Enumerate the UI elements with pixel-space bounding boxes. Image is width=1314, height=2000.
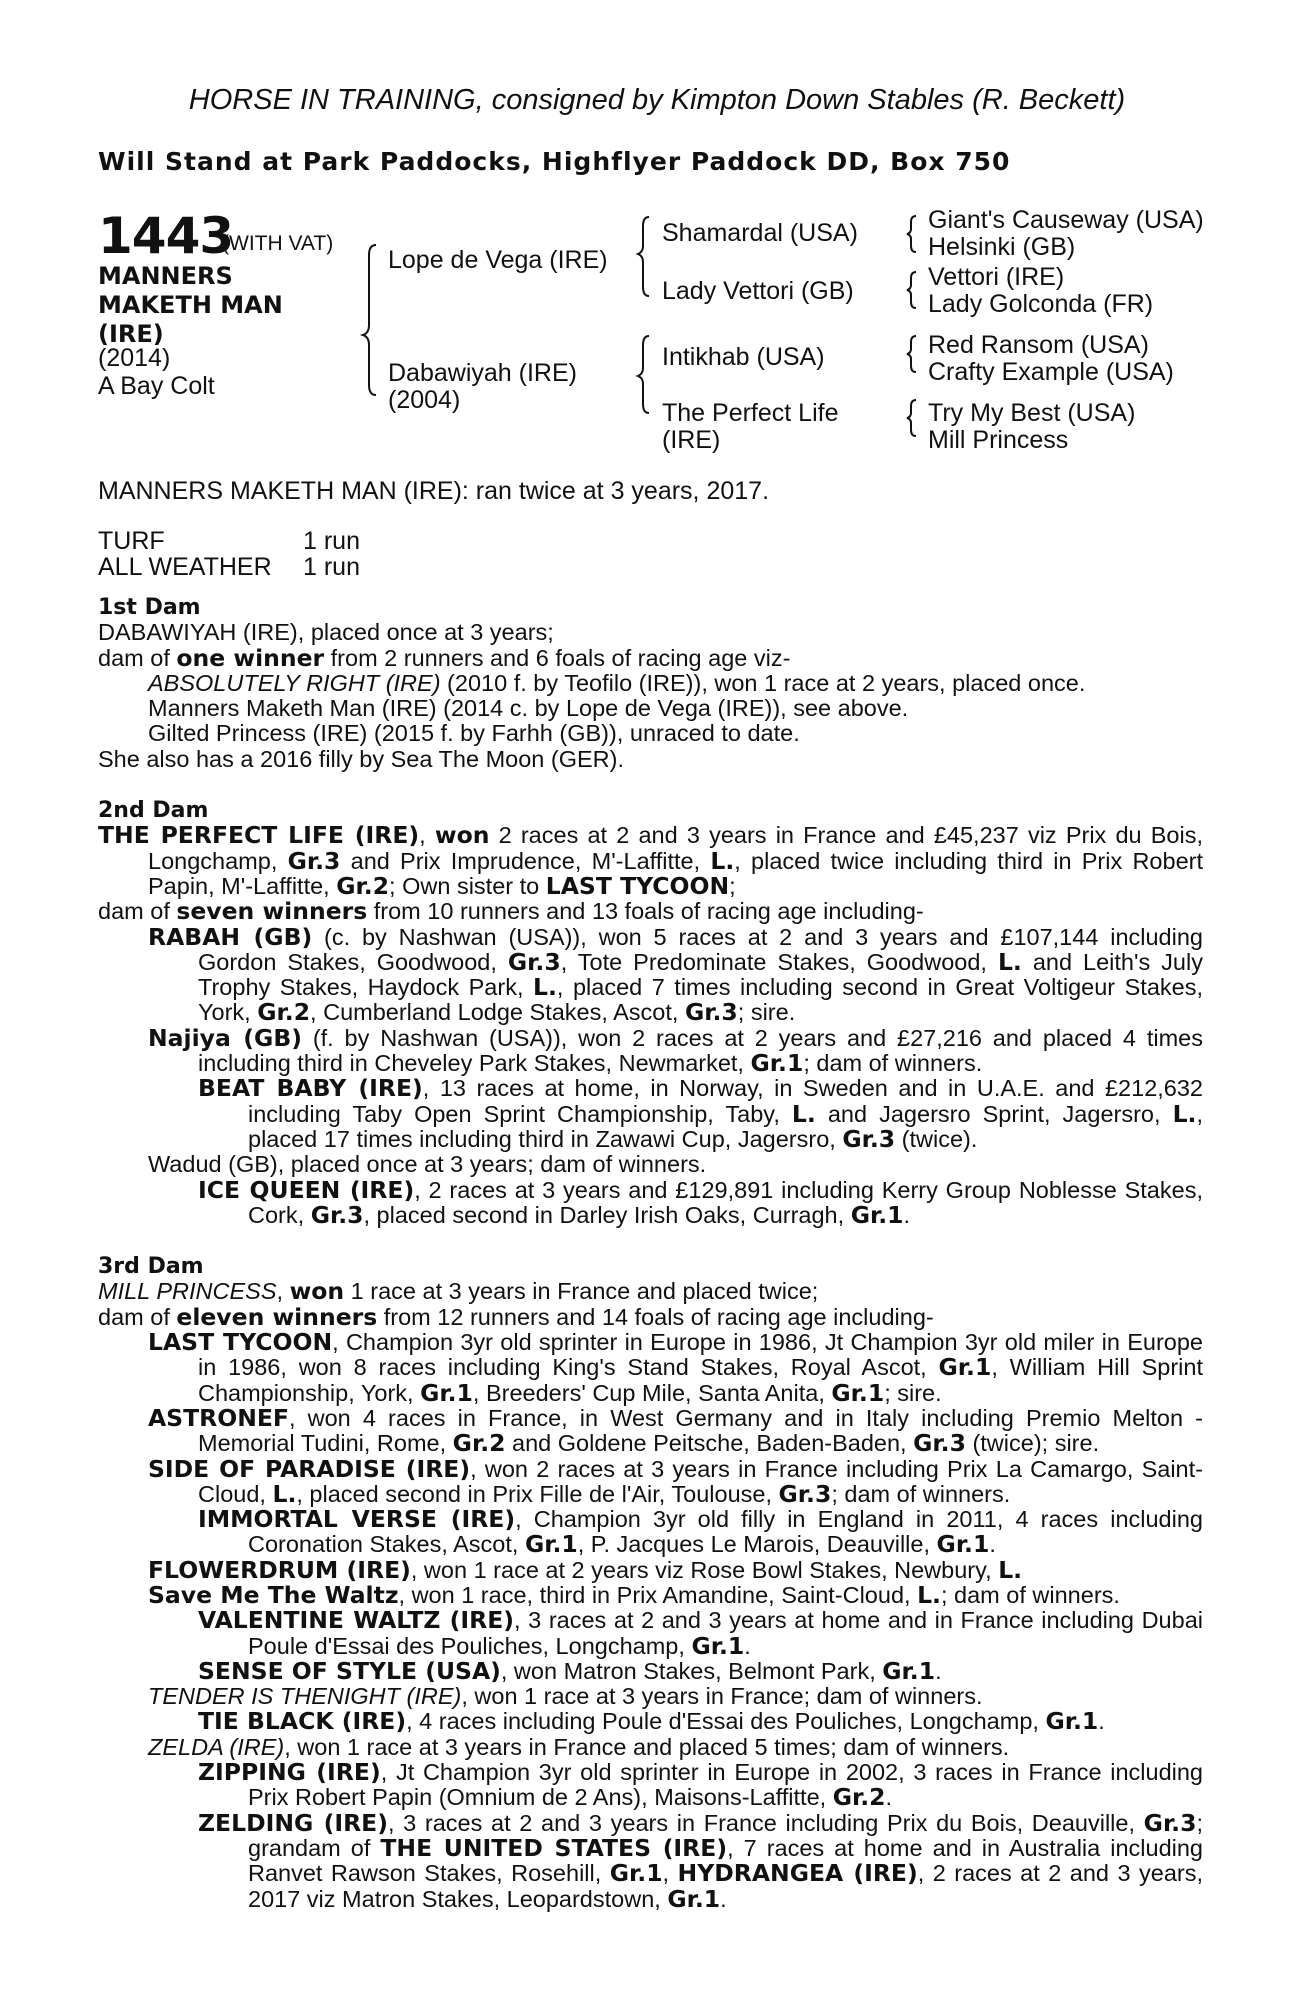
horse-name-line: MANNERS — [98, 262, 233, 290]
dam-line: DABAWIYAH (IRE), placed once at 3 years; — [98, 619, 554, 646]
offspring-entry: ASTRONEF, won 4 races in France, in West Germany and in Italy including Premio Melton - Memorial Tudini, Rome, Gr.2 and Goldene Peitsche, Baden-Baden, Gr.3 (twice); sire. — [148, 1403, 1203, 1458]
horse-name-line: MAKETH MAN — [98, 291, 283, 319]
offspring-entry: Save Me The Waltz, won 1 race, third in Prix Amandine, Saint-Cloud, L.; dam of winners. — [148, 1580, 1120, 1609]
pedigree-gen4: Crafty Example (USA) — [928, 358, 1174, 386]
pedigree-gen4: Mill Princess — [928, 426, 1069, 454]
lot-number: 1443 — [98, 207, 234, 265]
horse-name-line: (IRE) — [98, 320, 164, 348]
dam-line: MILL PRINCESS, won 1 race at 3 years in France and placed twice; — [98, 1277, 819, 1306]
horse-year: (2014) — [98, 344, 171, 372]
offspring-entry: LAST TYCOON, Champion 3yr old sprinter in Europe in 1986, Jt Champion 3yr old miler in Europe in 1986, won 8 races including King's Stand Stakes, Royal Ascot, Gr.1, William Hill Sprint Championship, York, Gr.1, Breeders' Cup Mile, Santa Anita, Gr.1; sire. — [148, 1328, 1203, 1407]
surface-label: TURF — [98, 527, 165, 555]
offspring-entry: SENSE OF STYLE (USA), won Matron Stakes, Belmont Park, Gr.1. — [198, 1656, 942, 1685]
offspring-entry: BEAT BABY (IRE), 13 races at home, in Norway, in Sweden and in U.A.E. and £212,632 including Taby Open Sprint Championship, Taby, L. and Jagersro Sprint, Jagersro, L., placed 17 times including third in Zawawi Cup, Jagersro, Gr.3 (twice). — [198, 1074, 1204, 1153]
runs-value: 1 run — [303, 527, 360, 555]
offspring-entry: VALENTINE WALTZ (IRE), 3 races at 2 and 3 years at home and in France including Dubai Poule d'Essai des Pouliches, Longchamp, Gr.1. — [198, 1606, 1203, 1660]
offspring-entry: IMMORTAL VERSE (IRE), Champion 3yr old filly in England in 2011, 4 races including Coronation Stakes, Ascot, Gr.1, P. Jacques Le Marois, Deauville, Gr.1. — [198, 1505, 1203, 1559]
race-summary: MANNERS MAKETH MAN (IRE): ran twice at 3 years, 2017. — [98, 477, 770, 505]
pedigree-gen4: Helsinki (GB) — [928, 233, 1076, 261]
pedigree-dam-year: (2004) — [388, 386, 461, 414]
pedigree-dam-sire: Intikhab (USA) — [662, 343, 825, 371]
offspring-entry: Najiya (GB) (f. by Nashwan (USA)), won 2 races at 2 years and £27,216 and placed 4 times including third in Cheveley Park Stakes, Newmarket, Gr.1; dam of winners. — [148, 1023, 1203, 1078]
dam-line: dam of one winner from 2 runners and 6 foals of racing age viz- — [98, 643, 791, 672]
offspring-entry: FLOWERDRUM (IRE), won 1 race at 2 years viz Rose Bowl Stakes, Newbury, L. — [148, 1555, 1023, 1584]
offspring-entry: ABSOLUTELY RIGHT (IRE) (2010 f. by Teofilo (IRE)), won 1 race at 2 years, placed once. — [148, 669, 1086, 696]
pedigree-dam-dam: The Perfect Life — [662, 399, 839, 427]
offspring-entry: Gilted Princess (IRE) (2015 f. by Farhh (GB)), unraced to date. — [148, 720, 800, 747]
dam-line: dam of eleven winners from 12 runners and 14 foals of racing age including- — [98, 1302, 934, 1331]
pedigree-gen4: Lady Golconda (FR) — [928, 290, 1154, 318]
race-record-row — [98, 528, 360, 554]
race-record-row — [98, 554, 360, 580]
pedigree-gen4: Vettori (IRE) — [928, 263, 1065, 291]
pedigree-sire-dam: Lady Vettori (GB) — [662, 277, 854, 305]
produce-record — [98, 595, 1203, 1912]
offspring-entry: SIDE OF PARADISE (IRE), won 2 races at 3 years in France including Prix La Camargo, Saint-Cloud, L., placed second in Prix Fille de l'Air, Toulouse, Gr.3; dam of winners. — [148, 1454, 1203, 1508]
section-heading: 1st Dam — [98, 595, 201, 620]
runs-value: 1 run — [303, 553, 360, 581]
stand-location: Will Stand at Park Paddocks, Highflyer Paddock DD, Box 750 — [98, 147, 1011, 176]
offspring-entry: RABAH (GB) (c. by Nashwan (USA)), won 5 races at 2 and 3 years and £107,144 including Gordon Stakes, Goodwood, Gr.3, Tote Predominate Stakes, Goodwood, L. and Leith's July Trophy Stakes, Haydock Park, L., placed 7 times including second in Great Voltigeur Stakes, York, Gr.2, Cumberland Lodge Stakes, Ascot, Gr.3; sire. — [148, 922, 1203, 1027]
vat-note: (WITH VAT) — [222, 232, 334, 255]
pedigree-gen4: Giant's Causeway (USA) — [928, 206, 1204, 234]
section-heading: 2nd Dam — [98, 798, 209, 824]
offspring-entry: ZELDING (IRE), 3 races at 2 and 3 years in France including Prix du Bois, Deauville, Gr.3; grandam of THE UNITED STATES (IRE), 7 races at home and in Australia including Ranvet Rawson Stakes, Rosehill, Gr.1, HYDRANGEA (IRE), 2 races at 2 and 3 years, 2017 viz Matron Stakes, Leopardstown, Gr.1. — [198, 1808, 1203, 1913]
pedigree-sire-sire: Shamardal (USA) — [662, 219, 858, 247]
pedigree-gen4: Try My Best (USA) — [928, 399, 1136, 427]
dam-line: She also has a 2016 filly by Sea The Moon (GER). — [98, 745, 624, 772]
race-record-table — [98, 528, 360, 580]
offspring-entry: TENDER IS THENIGHT (IRE), won 1 race at 3 years in France; dam of winners. — [148, 1683, 983, 1710]
dam-line: dam of seven winners from 10 runners and 13 foals of racing age including- — [98, 897, 924, 926]
offspring-entry: ZIPPING (IRE), Jt Champion 3yr old sprinter in Europe in 2002, 3 races in France including Prix Robert Papin (Omnium de 2 Ans), Maisons-Laffitte, Gr.2. — [198, 1758, 1204, 1812]
offspring-entry: TIE BLACK (IRE), 4 races including Poule d'Essai des Pouliches, Longchamp, Gr.1. — [198, 1707, 1105, 1736]
offspring-entry: ZELDA (IRE), won 1 race at 3 years in France and placed 5 times; dam of winners. — [148, 1733, 1010, 1760]
dam-entry: THE PERFECT LIFE (IRE), won 2 races at 2 and 3 years in France and £45,237 viz Prix du Bois, Longchamp, Gr.3 and Prix Imprudence, M'-Laffitte, L., placed twice including third in Prix Robert Papin, M'-Laffitte, Gr.2; Own sister to LAST TYCOON; — [98, 821, 1204, 900]
surface-label: ALL WEATHER — [98, 553, 272, 581]
offspring-entry: ICE QUEEN (IRE), 2 races at 3 years and £129,891 including Kerry Group Noblesse Stakes, Cork, Gr.3, placed second in Darley Irish Oaks, Curragh, Gr.1. — [198, 1175, 1203, 1229]
pedigree-dam-dam-suffix: (IRE) — [662, 426, 721, 454]
offspring-entry: Wadud (GB), placed once at 3 years; dam of winners. — [148, 1151, 707, 1178]
pedigree-dam: Dabawiyah (IRE) — [388, 359, 577, 387]
section-heading: 3rd Dam — [98, 1254, 204, 1280]
pedigree-sire: Lope de Vega (IRE) — [388, 246, 608, 274]
pedigree-gen4: Red Ransom (USA) — [928, 331, 1149, 359]
horse-description: A Bay Colt — [98, 372, 215, 400]
offspring-entry: Manners Maketh Man (IRE) (2014 c. by Lope de Vega (IRE)), see above. — [148, 695, 909, 722]
consignor-header: HORSE IN TRAINING, consigned by Kimpton Down Stables (R. Beckett) — [188, 84, 1126, 116]
